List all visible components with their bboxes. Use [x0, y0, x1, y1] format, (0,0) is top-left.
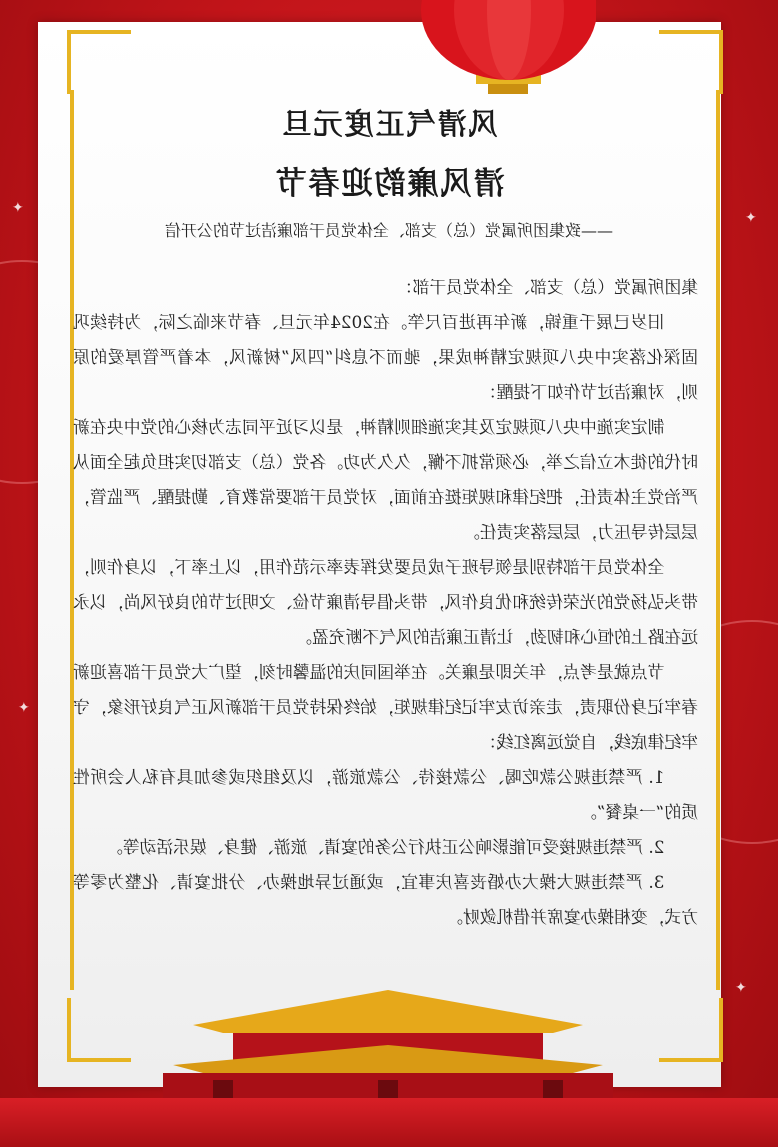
title-line-2: 清风廉韵迎春节: [273, 166, 505, 202]
paragraph: 制定实施中央八项规定及其实施细则精神，是以习近平同志为核心的党中央在新时代的徙木立信之举，必须常抓不懈，久久为功。各党（总）支部切实担负起全面从严治党主体责任，把纪律和规矩挺在前面，对党员干部要常教育、勤提醒、严监管，层层传导压力，层层落实责任。: [73, 417, 698, 542]
title-line-1: 风清气正度元旦: [280, 107, 498, 141]
sparkle-icon: ✦: [745, 210, 757, 226]
gold-corner-ornament: [659, 998, 723, 1062]
sparkle-icon: ✦: [18, 700, 30, 716]
gold-corner-ornament: [67, 998, 131, 1062]
gold-corner-ornament: [67, 30, 131, 94]
sparkle-icon: ✦: [12, 200, 24, 216]
salutation: 集团所属党（总）支部、全体党员干部：: [395, 277, 698, 297]
letter-body: [73, 270, 698, 935]
paragraph: 节点就是考点，年关即是廉关。在举国同庆的温馨时刻，望广大党员干部喜迎新春牢记身份职责，走亲访友牢记纪律规矩，始终保持党员干部新风正气良好形象，守牢纪律底线，自觉远离红线：: [73, 662, 698, 752]
rule-item-2: 2. 严禁违规接受可能影响公正执行公务的宴请、旅游、健身、娱乐活动等。: [106, 837, 665, 857]
rule-item-1: 1. 严禁违规公款吃喝、公款接待、公款旅游，以及组织或参加具有私人会所性质的“一桌餐”。: [73, 767, 698, 822]
subtitle: ——致集团所属党（总）支部、全体党员干部廉洁过节的公开信: [165, 221, 614, 240]
gold-corner-ornament: [659, 30, 723, 94]
red-lantern-icon: [421, 0, 596, 100]
sparkle-icon: ✦: [735, 980, 747, 996]
paragraph: 全体党员干部特别是领导班子成员要发挥表率示范作用，以上率下，以身作则，带头弘扬党的光荣传统和优良作风，带头倡导清廉节俭、文明过节的良好风尚，以永远在路上的恒心和韧劲，让清正廉洁的风气不断充盈。: [73, 557, 698, 647]
tiananmen-gate-icon: [153, 985, 623, 1105]
rule-item-3: 3. 严禁违规大操大办婚丧喜庆事宜，或通过异地操办、分批宴请、化整为零等方式，变相操办宴席并借机敛财。: [73, 872, 698, 927]
paragraph: 旧岁已展千重锦，新年再进百尺竿。在2024年元旦、春节来临之际，为持续巩固深化落实中央八项规定精神成果，驰而不息纠“四风”树新风，本着严管厚爱的原则，对廉洁过节作如下提醒：: [73, 312, 698, 402]
bottom-red-band: [0, 1098, 778, 1147]
